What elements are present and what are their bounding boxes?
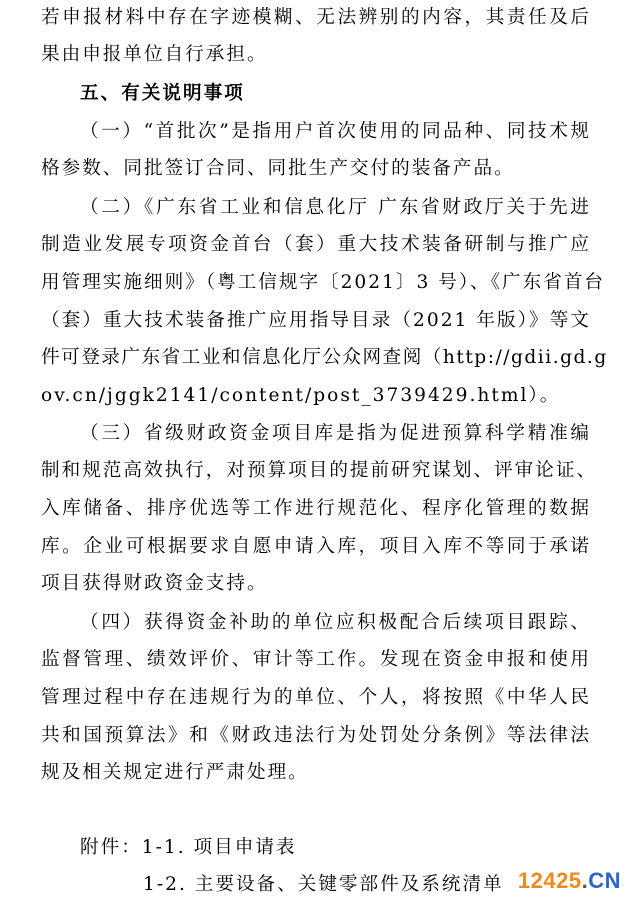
text-line-1: 若申报材料中存在字迹模糊、无法辨别的内容，其责任及后 [41, 7, 591, 28]
text-line-20: 共和国预算法》和《财政违法行为处罚处分条例》等法律法 [41, 725, 591, 746]
watermark-number: 12425 [517, 868, 582, 893]
text-line-4: （一）“首批次”是指用户首次使用的同品种、同技术规 [80, 121, 591, 142]
text-line-6: （二）《广东省工业和信息化厅 广东省财政厅关于先进 [80, 197, 591, 218]
text-line-15: 库。企业可根据要求自愿申请入库，项目入库不等同于承诺 [41, 536, 591, 557]
watermark-suffix: CN [588, 868, 621, 893]
text-line-11: ov.cn/jggk2141/content/post_3739429.html）。 [41, 385, 561, 406]
text-line-7: 制造业发展专项资金首台（套）重大技术装备研制与推广应 [41, 234, 591, 255]
watermark-dot: . [581, 868, 589, 893]
text-line-18: 监督管理、绩效评价、审计等工作。发现在资金申报和使用 [41, 649, 591, 670]
text-line-8: 用管理实施细则》（粤工信规字〔2021〕3 号）、《广东省首台 [41, 272, 606, 293]
text-line-17: （四）获得资金补助的单位应积极配合后续项目跟踪、 [80, 612, 591, 633]
text-line-16: 项目获得财政资金支持。 [41, 573, 268, 594]
text-line-12: （三）省级财政资金项目库是指为促进预算科学精准编 [80, 423, 591, 444]
text-line-13: 制和规范高效执行，对预算项目的提前研究谋划、评审论证、 [41, 460, 598, 481]
attachment-line-2: 1-2. 主要设备、关键零部件及系统清单 [143, 874, 504, 895]
text-line-2: 果由申报单位自行承担。 [41, 44, 268, 65]
section-heading: 五、有关说明事项 [80, 83, 245, 104]
attachment-line-1: 附件：1-1. 项目申请表 [80, 837, 297, 858]
text-line-14: 入库储备、排序优选等工作进行规范化、程序化管理的数据 [41, 498, 591, 519]
site-watermark-logo [518, 868, 621, 894]
text-line-21: 规及相关规定进行严肃处理。 [41, 762, 309, 783]
text-line-9: （套）重大技术装备推广应用指导目录（2021 年版）》等文 [41, 310, 591, 331]
text-line-5: 格参数、同批签订合同、同批生产交付的装备产品。 [41, 158, 515, 179]
text-line-19: 管理过程中存在违规行为的单位、个人，将按照《中华人民 [41, 687, 591, 708]
text-line-10: 件可登录广东省工业和信息化厅公众网查阅（http://gdii.gd.g [41, 347, 608, 368]
